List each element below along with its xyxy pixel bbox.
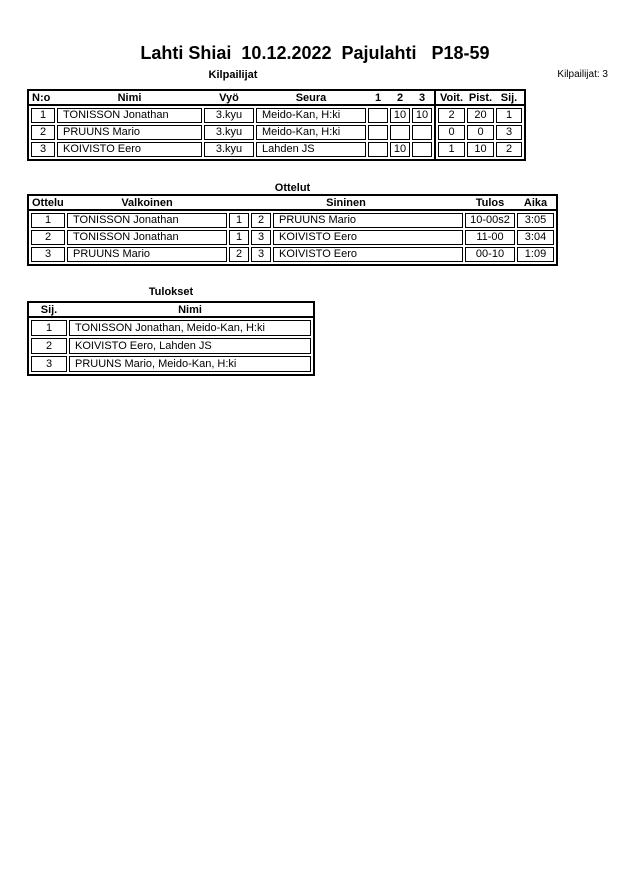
- competitors-standings-header: [436, 91, 524, 106]
- cell-round-3: [412, 142, 432, 157]
- column-header-round-1: 1: [374, 92, 382, 104]
- column-header-wins: Voit.: [439, 92, 463, 104]
- cell-club: Lahden JS: [256, 142, 366, 157]
- cell-points: 10: [467, 142, 494, 157]
- matches-table-rows: [29, 211, 556, 264]
- table-row: [29, 213, 556, 228]
- cell-white-name: TONISSON Jonathan: [67, 213, 227, 228]
- cell-white-no: 1: [229, 230, 249, 245]
- column-header-result: Tulos: [475, 197, 505, 209]
- matches-section-title: Ottelut: [274, 182, 311, 194]
- cell-no: 1: [31, 108, 55, 123]
- competitors-standings-rows: [436, 106, 524, 159]
- competitors-table-rows: [29, 106, 434, 159]
- cell-time: 3:04: [517, 230, 554, 245]
- matches-table-section: [29, 196, 556, 264]
- cell-belt: 3.kyu: [204, 125, 254, 140]
- column-header-name: Nimi: [117, 92, 142, 104]
- cell-round-2: 10: [390, 108, 410, 123]
- cell-wins: 1: [438, 142, 465, 157]
- table-row: [436, 142, 524, 157]
- column-header-no: N:o: [32, 92, 51, 104]
- results-table-rows: [29, 318, 313, 374]
- competitors-table-main-section: [29, 91, 434, 159]
- cell-belt: 3.kyu: [204, 108, 254, 123]
- cell-round-2: [390, 125, 410, 140]
- cell-white-name: PRUUNS Mario: [67, 247, 227, 262]
- cell-white-no: 2: [229, 247, 249, 262]
- cell-name: PRUUNS Mario: [57, 125, 202, 140]
- cell-name: KOIVISTO Eero: [57, 142, 202, 157]
- results-table: [27, 301, 315, 376]
- competitors-table-header: [29, 91, 434, 106]
- column-header-round-2: 2: [396, 92, 404, 104]
- cell-name: TONISSON Jonathan, Meido-Kan, H:ki: [69, 320, 311, 336]
- cell-round-3: 10: [412, 108, 432, 123]
- table-row: [436, 108, 524, 123]
- competitors-count: Kilpailijat: 3: [557, 69, 608, 80]
- cell-place: 2: [31, 338, 67, 354]
- column-header-points: Pist.: [468, 92, 493, 104]
- column-header-blue: Sininen: [326, 197, 366, 209]
- cell-result: 10-00s2: [465, 213, 515, 228]
- results-table-section: [29, 303, 313, 374]
- table-row: [29, 230, 556, 245]
- table-row: [29, 125, 434, 140]
- cell-time: 1:09: [517, 247, 554, 262]
- column-header-white: Valkoinen: [121, 197, 173, 209]
- cell-club: Meido-Kan, H:ki: [256, 125, 366, 140]
- column-header-name: Nimi: [178, 304, 202, 316]
- column-header-club: Seura: [295, 92, 327, 104]
- column-header-match-no: Ottelu: [32, 197, 64, 209]
- cell-blue-no: 3: [251, 230, 271, 245]
- cell-blue-name: KOIVISTO Eero: [273, 230, 463, 245]
- cell-match-no: 3: [31, 247, 65, 262]
- cell-white-no: 1: [229, 213, 249, 228]
- results-table-header: [29, 303, 313, 318]
- competitors-section-title: Kilpailijat: [208, 69, 258, 81]
- column-header-time: Aika: [523, 197, 548, 209]
- cell-place: 3: [496, 125, 522, 140]
- cell-name: TONISSON Jonathan: [57, 108, 202, 123]
- cell-belt: 3.kyu: [204, 142, 254, 157]
- column-header-place: Sij.: [40, 304, 58, 316]
- cell-round-1: [368, 108, 388, 123]
- cell-time: 3:05: [517, 213, 554, 228]
- cell-round-3: [412, 125, 432, 140]
- cell-blue-name: PRUUNS Mario: [273, 213, 463, 228]
- cell-blue-no: 2: [251, 213, 271, 228]
- cell-name: PRUUNS Mario, Meido-Kan, H:ki: [69, 356, 311, 372]
- cell-points: 0: [467, 125, 494, 140]
- cell-result: 00-10: [465, 247, 515, 262]
- table-row: [29, 108, 434, 123]
- cell-match-no: 1: [31, 213, 65, 228]
- column-header-round-3: 3: [418, 92, 426, 104]
- table-row: [436, 125, 524, 140]
- cell-round-1: [368, 142, 388, 157]
- cell-place: 2: [496, 142, 522, 157]
- cell-points: 20: [467, 108, 494, 123]
- cell-no: 2: [31, 125, 55, 140]
- column-header-place: Sij.: [500, 92, 518, 104]
- competitors-table: [27, 89, 526, 161]
- cell-blue-no: 3: [251, 247, 271, 262]
- cell-round-2: 10: [390, 142, 410, 157]
- cell-name: KOIVISTO Eero, Lahden JS: [69, 338, 311, 354]
- cell-blue-name: KOIVISTO Eero: [273, 247, 463, 262]
- cell-place: 1: [496, 108, 522, 123]
- cell-wins: 2: [438, 108, 465, 123]
- page-title: Lahti Shiai 10.12.2022 Pajulahti P18-59: [140, 43, 490, 63]
- cell-round-1: [368, 125, 388, 140]
- competitors-table-standings-section: [434, 91, 524, 159]
- cell-no: 3: [31, 142, 55, 157]
- table-row: [29, 247, 556, 262]
- column-header-belt: Vyö: [219, 92, 239, 104]
- cell-place: 1: [31, 320, 67, 336]
- table-row: [29, 356, 313, 372]
- matches-table-header: [29, 196, 556, 211]
- cell-club: Meido-Kan, H:ki: [256, 108, 366, 123]
- cell-result: 11-00: [465, 230, 515, 245]
- table-row: [29, 338, 313, 354]
- table-row: [29, 142, 434, 157]
- cell-wins: 0: [438, 125, 465, 140]
- table-row: [29, 320, 313, 336]
- cell-white-name: TONISSON Jonathan: [67, 230, 227, 245]
- cell-match-no: 2: [31, 230, 65, 245]
- matches-table: [27, 194, 558, 266]
- results-section-title: Tulokset: [148, 286, 194, 298]
- cell-place: 3: [31, 356, 67, 372]
